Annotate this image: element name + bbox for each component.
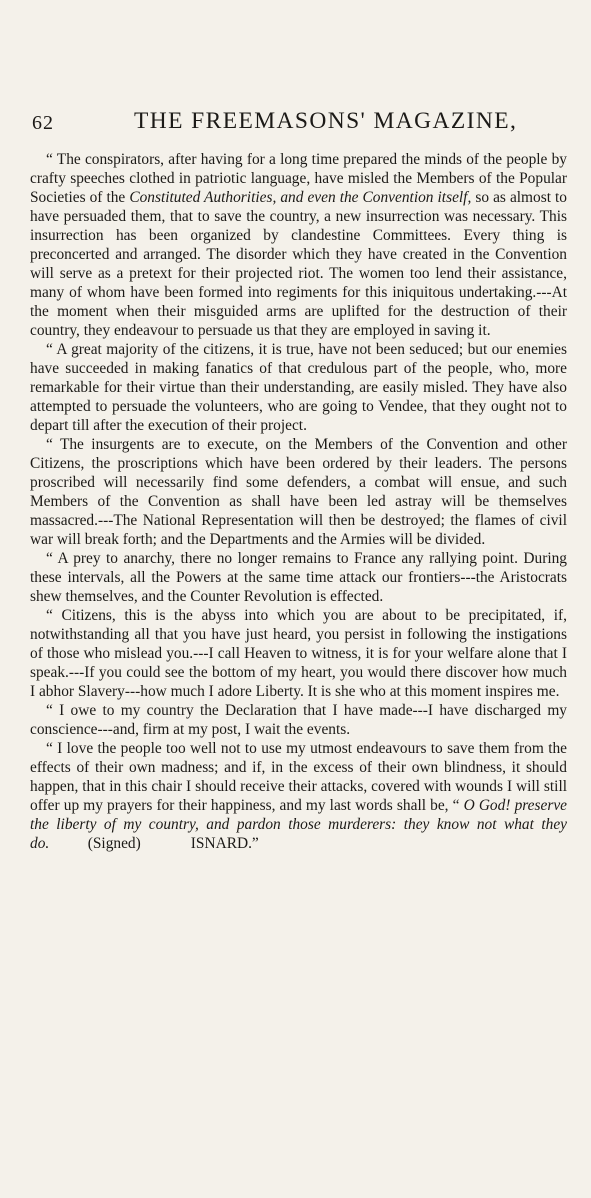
signature: ISNARD.” <box>190 835 259 852</box>
paragraph-1 <box>30 150 567 340</box>
signed-label: (Signed) <box>87 835 141 852</box>
paragraph-7 <box>30 739 567 853</box>
paragraph-2: “ A great majority of the citizens, it is true, have not been seduced; but our enemies have succeeded in making fanatics of that credulous part of the people, who, more remarkable for their virtue than their understanding, are easily misled. They have also attempted to persuade the volunteers, who are going to Vendee, that they ought not to depart till after the execution of their project. <box>30 341 567 434</box>
page-title: THE FREEMASONS' MAGAZINE, <box>134 108 518 134</box>
paragraph-6: “ I owe to my country the Declaration that I have made---I have discharged my conscience---and, firm at my post, I wait the events. <box>30 702 567 738</box>
paragraph-7-text-a: “ I love the people too well not to use my utmost endeavours to save them from the effects of their own madness; and if, in the excess of their own blindness, it should happen, that in this chair I should receive their attacks, covered with wounds I will still offer up my prayers for their happiness, and my last words shall be, “ <box>30 740 567 814</box>
paragraph-1-italic: Constituted Authorities, and even the Convention itself, <box>129 189 472 206</box>
running-head <box>30 106 569 136</box>
body-text <box>30 150 567 853</box>
closing-prayer: O God! preserve the liberty of my country, and pardon those murderers: they know not what they do. <box>30 797 567 852</box>
paragraph-4: “ A prey to anarchy, there no longer remains to France any rallying point. During these intervals, all the Powers at the same time attack our frontiers---the Aristocrats shew themselves, and the Counter Revolution is effected. <box>30 550 567 605</box>
paragraph-5: “ Citizens, this is the abyss into which you are about to be precipitated, if, notwithstanding all that you have just heard, you persist in following the instigations of those who mislead you.---I call Heaven to witness, it is for your welfare alone that I speak.---If you could see the bottom of my heart, you would there discover how much I abhor Slavery---how much I adore Liberty. It is she who at this moment inspires me. <box>30 607 567 700</box>
paragraph-3: “ The insurgents are to execute, on the Members of the Convention and other Citizens, the proscriptions which have been ordered by their leaders. The persons proscribed will necessarily find some defenders, a combat will ensue, and such Members of the Convention as shall have been led astray will be themselves massacred.---The National Representation will then be destroyed; the flames of civil war will break forth; and the Departments and the Armies will be divided. <box>30 436 567 548</box>
paragraph-1-text-c: so as almost to have persuaded them, that to save the country, a new insurrection was necessary. This insurrection has been organized by clandestine Committees. Every thing is preconcerted and arranged. The disorder which they have created in the Convention will serve as a pretext for their projected riot. The women too lend their assistance, many of whom have been formed into regiments for this iniquitous undertaking.---At the moment when their misguided arms are uplifted for the destruction of their country, they endeavour to persuade us that they are employed in saving it. <box>30 189 567 339</box>
page-number: 62 <box>32 112 54 134</box>
paragraph-1-text-a: “ The conspirators, after having for a long time prepared the minds of the people by crafty speeches clothed in patriotic language, have misled the Members of the Popular Societies of the <box>30 151 567 206</box>
